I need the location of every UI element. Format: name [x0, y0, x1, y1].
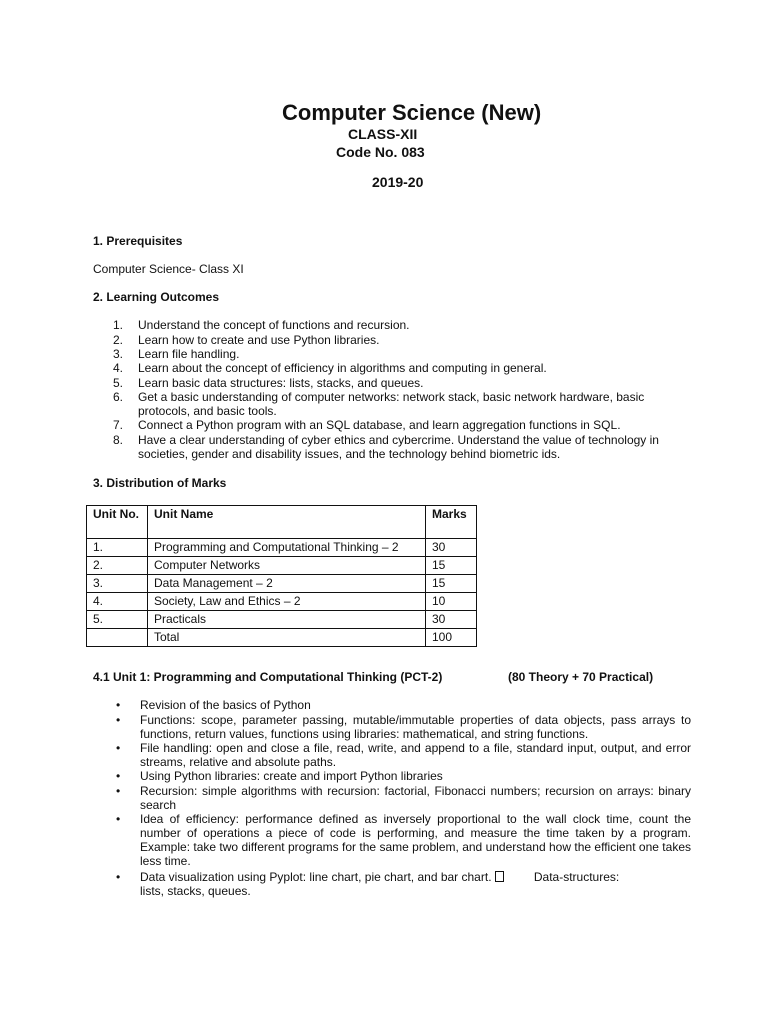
marks-cell: 30	[426, 539, 477, 557]
unit1-hours: (80 Theory + 70 Practical)	[508, 670, 654, 684]
table-row	[87, 539, 477, 557]
unit-name-cell: Computer Networks	[148, 557, 426, 575]
column-header: Marks	[426, 506, 477, 539]
marks-cell: 15	[426, 557, 477, 575]
class-label: CLASS-XII	[348, 126, 418, 142]
bullet-icon: •	[116, 870, 121, 884]
bullet-icon: •	[116, 713, 121, 727]
document-page: Computer Science (New) CLASS-XII Code No. 083 2019-20 1. Prerequisites Computer Science- Class XI 2. Learning Outcomes 1. Understand the concept of functions and recursion. 2. Learn how to create and use Python libraries. 3. Learn file handling. 4. Learn about the concept of efficiency in algorithms and computing in general. 5. Learn basic data structures: lists, stacks, and queues. 6. Get a basic understanding of computer networks: network stack, basic network hardware, basic protocols, and basic tools. 7. Connect a Python program with an SQL database, and learn aggregation functions in SQL. 8. Have a clear understanding of cyber ethics and cybercrime. Understand the value of technology in societies, gender and disability issues, and the technology behind biometric ids. 3. Distribution of Marks Unit No. Unit Name Marks 1. Programming and Computational Thinking – 2 30 2. Computer Networks 15 3. Data Management – 2 15 4. Society, Law and Ethics – 2 10 5. Practicals 30 Total 100 4.1 Unit 1: Programming and Computational Thinking (PCT-2) (80 Theory + 70 Practical) • Revision of the basics of Python • Functions: scope, parameter passing, mutable/immutable properties of data objects, pass arrays to functions, return values, functions using libraries: mathematical, and string functions. • File handling: open and close a file, read, write, and append to a file, standard input, output, and error streams, relative and absolute paths. • Using Python libraries: create and import Python libraries • Recursion: simple algorithms with recursion: factorial, Fibonacci numbers; recursion on arrays: binary search • Idea of efficiency: performance defined as inversely proportional to the wall clock time, count the number of operations a piece of code is performing, and measure the time taken by a program. Example: take two different programs for the same problem, and understand how the efficient one takes less time. • Data visualization using Pyplot: line chart, pie chart, and bar chart. Data-structures: lists, stacks, queues.	[0, 0, 768, 1024]
subject-code: Code No. 083	[336, 144, 425, 160]
document-title: Computer Science (New)	[282, 100, 542, 125]
marks-table	[86, 505, 477, 647]
prerequisites-text: Computer Science- Class XI	[93, 262, 244, 276]
table-row	[87, 557, 477, 575]
unit-number-cell: 4.	[87, 593, 148, 611]
learning-outcomes-heading: 2. Learning Outcomes	[93, 290, 220, 304]
distribution-heading: 3. Distribution of Marks	[93, 476, 227, 490]
unit1-heading: 4.1 Unit 1: Programming and Computational Thinking (PCT-2)	[93, 670, 443, 684]
table-row	[87, 575, 477, 593]
unit-name-cell: Society, Law and Ethics – 2	[148, 593, 426, 611]
unit-number-cell: 3.	[87, 575, 148, 593]
marks-cell: 30	[426, 611, 477, 629]
column-header: Unit Name	[148, 506, 426, 539]
prerequisites-heading: 1. Prerequisites	[93, 234, 183, 248]
academic-year: 2019-20	[372, 174, 424, 190]
table-row	[87, 629, 477, 647]
unit-name-cell: Total	[148, 629, 426, 647]
unit-number-cell: 1.	[87, 539, 148, 557]
table-row	[87, 593, 477, 611]
unit-name-cell: Programming and Computational Thinking – 2	[148, 539, 426, 557]
marks-cell: 100	[426, 629, 477, 647]
unit-number-cell	[87, 629, 148, 647]
bullet-icon: •	[116, 698, 121, 712]
unit-name-cell: Data Management – 2	[148, 575, 426, 593]
bullet-icon: •	[116, 741, 121, 755]
column-header: Unit No.	[87, 506, 148, 539]
table-row	[87, 611, 477, 629]
bullet-icon: •	[116, 812, 121, 826]
bullet-icon: •	[116, 769, 121, 783]
missing-glyph-box-icon	[495, 871, 504, 882]
table-header-row	[87, 506, 477, 539]
unit-number-cell: 2.	[87, 557, 148, 575]
unit-number-cell: 5.	[87, 611, 148, 629]
marks-cell: 10	[426, 593, 477, 611]
unit-name-cell: Practicals	[148, 611, 426, 629]
bullet-icon: •	[116, 784, 121, 798]
marks-cell: 15	[426, 575, 477, 593]
